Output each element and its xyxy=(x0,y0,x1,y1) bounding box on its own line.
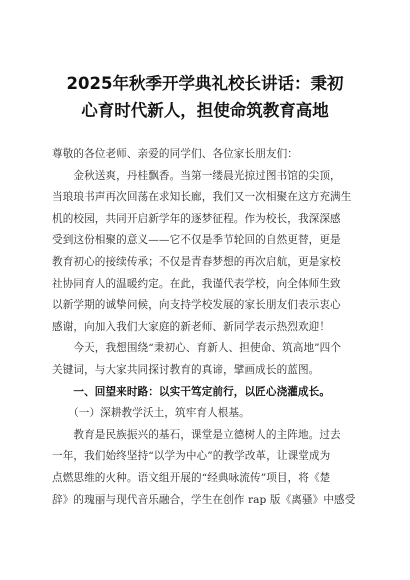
title-line: 心育时代新人，担使命筑教育高地 xyxy=(81,101,329,120)
body-line: 教育是民族振兴的基石，课堂是立德树人的主阵地。过去 xyxy=(52,428,341,441)
section-heading: 一、回望来时路：以实干笃定前行，以匠心浇灌成长。 xyxy=(52,385,331,398)
body-line: 当琅琅书声再次回荡在求知长廊，我们又一次相聚在这方充满生 xyxy=(52,191,352,204)
body-line: 关键词，与大家共同探讨教育的真谛，擘画成长的蓝图。 xyxy=(52,363,320,376)
body-line: 金秋送爽，丹桂飘香。当第一缕晨光掠过图书馆的尖顶， xyxy=(52,169,341,182)
document-title xyxy=(40,70,370,124)
body-line: 今天，我想围绕“秉初心、育新人、担使命、筑高地”四个 xyxy=(52,342,342,355)
body-line: 受到这份相聚的意义——它不仅是季节轮回的自然更替，更是 xyxy=(52,234,341,247)
body-line: 辞》的瑰丽与现代音乐融合，学生在创作 rap 版《离骚》中感受 xyxy=(52,493,356,506)
title-line: 2025年秋季开学典礼校长讲话：秉初 xyxy=(66,74,344,93)
body-line: 机的校园，共同开启新学年的逐梦征程。作为校长，我深深感 xyxy=(52,212,341,225)
body-line: 社协同育人的温暖约定。在此，我谨代表学校，向全体师生致 xyxy=(52,277,341,290)
body-line: 点燃思维的火种。语文组开展的“经典咏流传”项目，将《楚 xyxy=(52,471,331,484)
document-body xyxy=(52,144,362,511)
salutation: 尊敬的各位老师、亲爱的同学们、各位家长朋友们： xyxy=(52,148,298,160)
body-line: 以新学期的诚挚问候，向支持学校发展的家长朋友们表示衷心 xyxy=(52,299,341,312)
subsection-heading: （一）深耕教学沃土，筑牢育人根基。 xyxy=(52,407,250,420)
body-line: 教育初心的接续传承；不仅是青春梦想的再次启航，更是家校 xyxy=(52,255,341,268)
body-line: 一年，我们始终坚持“以学为中心”的教学改革，让课堂成为 xyxy=(52,450,331,463)
body-line: 感谢，向加入我们大家庭的新老师、新同学表示热烈欢迎！ xyxy=(52,320,331,333)
